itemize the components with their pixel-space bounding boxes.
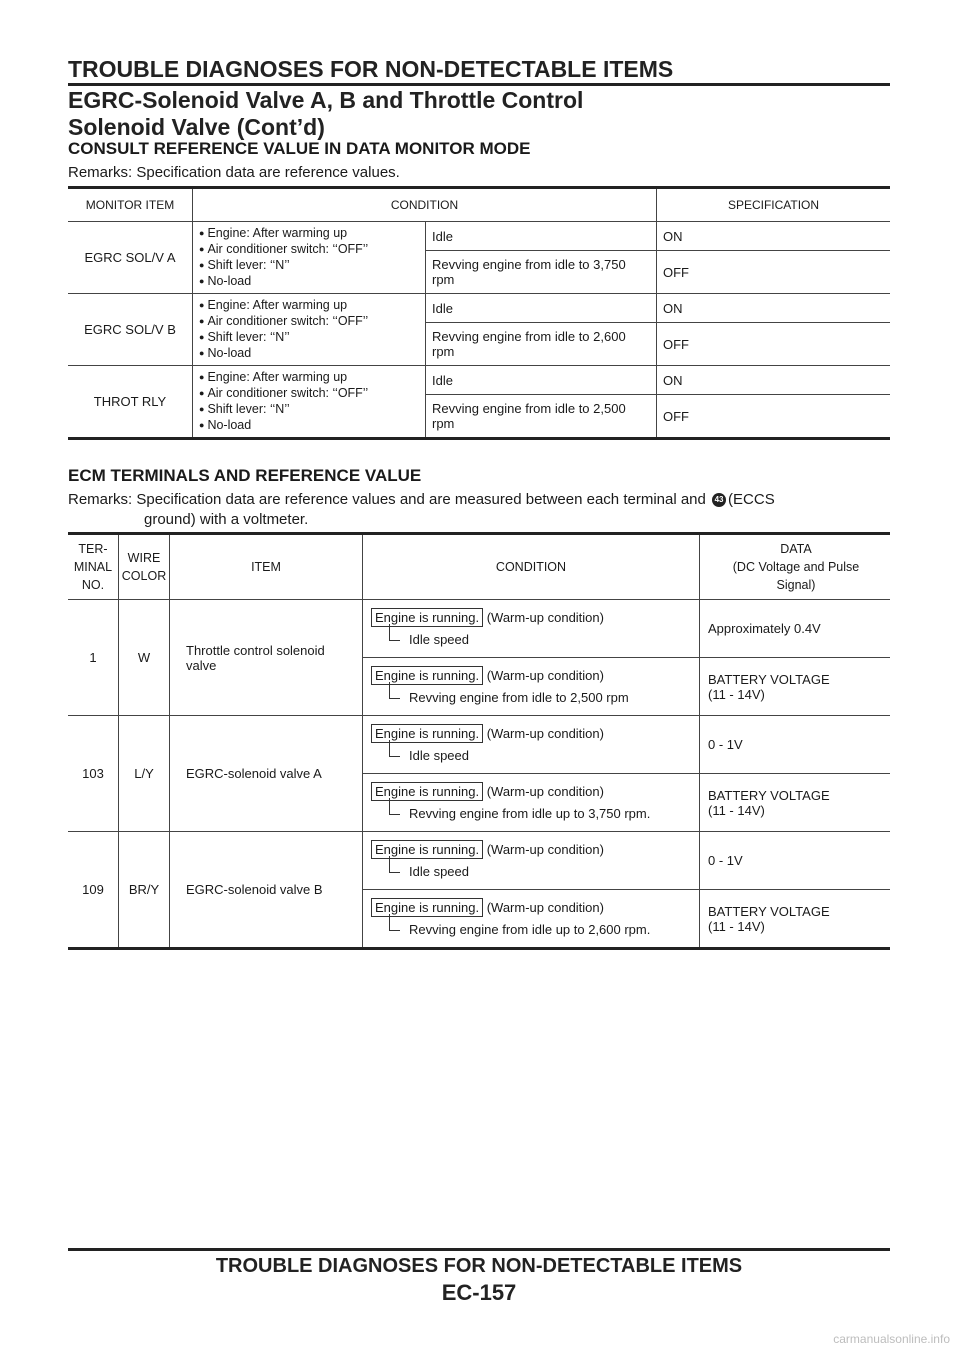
- monitor-item: EGRC SOL/V B: [68, 294, 193, 366]
- condition-bullet: ● Engine: After warming up: [199, 370, 419, 386]
- ecm-section-title: ECM TERMINALS AND REFERENCE VALUE: [68, 466, 422, 485]
- engine-running-box: Engine is running.: [371, 608, 483, 627]
- data-value: [700, 658, 891, 716]
- condition-line: [371, 840, 691, 860]
- ecm-remarks-eccs: (ECCS: [728, 491, 775, 508]
- condition-sub: Revving engine from idle up to 3,750 rpm.: [371, 804, 691, 824]
- sub-condition: Idle: [426, 366, 657, 395]
- footer-rule: [68, 1248, 890, 1251]
- condition-line: [371, 782, 691, 802]
- specification-value: OFF: [657, 251, 891, 294]
- data-value: [700, 774, 891, 832]
- table-row: [68, 716, 890, 774]
- wire-color: W: [119, 600, 170, 716]
- condition-cell: [363, 890, 700, 949]
- condition-bullet: ● Air conditioner switch: ‘‘OFF’’: [199, 242, 419, 258]
- sub-condition: Idle: [426, 294, 657, 323]
- header-line: MINAL: [73, 560, 113, 574]
- specification-value: ON: [657, 366, 891, 395]
- condition-sub: Idle speed: [371, 862, 691, 882]
- ecm-remarks-line2: ground) with a voltmeter.: [144, 511, 309, 528]
- header-subtitle-line2: Solenoid Valve (Cont’d): [68, 114, 325, 140]
- data-line: BATTERY VOLTAGE: [708, 787, 830, 803]
- header-line: DATA: [780, 542, 812, 556]
- header-title: TROUBLE DIAGNOSES FOR NON-DETECTABLE ITEMS: [68, 56, 674, 82]
- header-terminal-no: [68, 534, 119, 600]
- condition-sub: Idle speed: [371, 746, 691, 766]
- header-rule: [68, 83, 890, 86]
- item-name: [170, 716, 363, 832]
- warmup-text: (Warm-up condition): [486, 609, 604, 625]
- condition-bullet: ● No-load: [199, 418, 419, 434]
- header-specification: SPECIFICATION: [657, 188, 891, 222]
- consult-remarks: Remarks: Specification data are reference values.: [68, 164, 400, 181]
- header-item: ITEM: [170, 534, 363, 600]
- data-line: (11 - 14V): [708, 918, 765, 934]
- condition-cell: [363, 600, 700, 658]
- header-line: WIRE: [127, 551, 161, 565]
- item-name: [170, 600, 363, 716]
- wire-color: BR/Y: [119, 832, 170, 949]
- condition-bullet: ● Shift lever: ‘‘N’’: [199, 402, 419, 418]
- header-data: [700, 534, 891, 600]
- header-condition: CONDITION: [193, 188, 657, 222]
- header-line: NO.: [81, 578, 105, 592]
- data-value: Approximately 0.4V: [700, 600, 891, 658]
- sub-condition: Revving engine from idle to 2,500 rpm: [426, 395, 657, 439]
- warmup-text: (Warm-up condition): [486, 783, 604, 799]
- ecm-terminals-table: [68, 532, 890, 950]
- data-value: [700, 890, 891, 949]
- terminal-number: 1: [68, 600, 119, 716]
- condition-sub: Revving engine from idle to 2,500 rpm: [371, 688, 691, 708]
- condition-bullet: ● Shift lever: ‘‘N’’: [199, 330, 419, 346]
- header-monitor-item: MONITOR ITEM: [68, 188, 193, 222]
- data-line: BATTERY VOLTAGE: [708, 903, 830, 919]
- engine-running-box: Engine is running.: [371, 782, 483, 801]
- item-line: EGRC-solenoid valve A: [186, 766, 322, 781]
- condition-cell: [363, 658, 700, 716]
- data-value: 0 - 1V: [700, 716, 891, 774]
- watermark: carmanualsonline.info: [833, 1332, 950, 1346]
- warmup-text: (Warm-up condition): [486, 899, 604, 915]
- table-row: [68, 832, 890, 890]
- data-line: (11 - 14V): [708, 686, 765, 702]
- condition-list: [193, 222, 426, 294]
- item-line: valve: [186, 657, 217, 673]
- specification-value: OFF: [657, 395, 891, 439]
- engine-running-box: Engine is running.: [371, 840, 483, 859]
- data-line: (11 - 14V): [708, 802, 765, 818]
- header-wire-color: [119, 534, 170, 600]
- header-subtitle: [68, 87, 890, 141]
- warmup-text: (Warm-up condition): [486, 667, 604, 683]
- header-line: COLOR: [121, 569, 167, 583]
- condition-line: [371, 608, 691, 628]
- header-line: Signal): [776, 578, 816, 592]
- header-subtitle-line1: EGRC-Solenoid Valve A, B and Throttle Control: [68, 87, 584, 113]
- wire-color: L/Y: [119, 716, 170, 832]
- condition-bullet: ● Engine: After warming up: [199, 226, 419, 242]
- data-value: 0 - 1V: [700, 832, 891, 890]
- condition-cell: [363, 716, 700, 774]
- monitor-item: THROT RLY: [68, 366, 193, 439]
- item-line: EGRC-solenoid valve B: [186, 882, 323, 897]
- specification-value: ON: [657, 222, 891, 251]
- header-line: (DC Voltage and Pulse: [732, 560, 860, 574]
- condition-bullet: ● No-load: [199, 346, 419, 362]
- warmup-text: (Warm-up condition): [486, 841, 604, 857]
- item-line: Throttle control solenoid: [186, 642, 325, 658]
- condition-bullet: ● No-load: [199, 274, 419, 290]
- condition-bullet: ● Air conditioner switch: ‘‘OFF’’: [199, 314, 419, 330]
- page-number: EC-157: [441, 1280, 517, 1305]
- specification-value: OFF: [657, 323, 891, 366]
- ecm-remarks: [68, 490, 775, 530]
- header-condition: CONDITION: [363, 534, 700, 600]
- consult-section-title: CONSULT REFERENCE VALUE IN DATA MONITOR MODE: [68, 139, 531, 158]
- condition-bullet: ● Shift lever: ‘‘N’’: [199, 258, 419, 274]
- terminal-number: 103: [68, 716, 119, 832]
- condition-line: [371, 666, 691, 686]
- ground-terminal-ref-icon: 43: [712, 493, 726, 507]
- table-row: [68, 366, 890, 395]
- header-line: TER-: [78, 542, 108, 556]
- sub-condition: Idle: [426, 222, 657, 251]
- condition-list: [193, 366, 426, 439]
- monitor-item: EGRC SOL/V A: [68, 222, 193, 294]
- table-row: [68, 294, 890, 323]
- condition-line: [371, 724, 691, 744]
- terminal-number: 109: [68, 832, 119, 949]
- condition-line: [371, 898, 691, 918]
- specification-value: ON: [657, 294, 891, 323]
- item-name: [170, 832, 363, 949]
- consult-reference-table: [68, 186, 890, 440]
- table-row: [68, 600, 890, 658]
- condition-cell: [363, 774, 700, 832]
- engine-running-box: Engine is running.: [371, 666, 483, 685]
- condition-bullet: ● Engine: After warming up: [199, 298, 419, 314]
- condition-sub: Idle speed: [371, 630, 691, 650]
- engine-running-box: Engine is running.: [371, 724, 483, 743]
- table-header-row: [68, 188, 890, 222]
- data-line: BATTERY VOLTAGE: [708, 671, 830, 687]
- page-header: [68, 56, 890, 141]
- footer-section-title: TROUBLE DIAGNOSES FOR NON-DETECTABLE ITEMS: [215, 1255, 743, 1277]
- page-footer: [68, 1248, 890, 1306]
- sub-condition: Revving engine from idle to 3,750 rpm: [426, 251, 657, 294]
- condition-list: [193, 294, 426, 366]
- ecm-remarks-text: Remarks: Specification data are reference values and are measured between each terminal and: [68, 491, 706, 508]
- condition-cell: [363, 832, 700, 890]
- table-row: [68, 222, 890, 251]
- engine-running-box: Engine is running.: [371, 898, 483, 917]
- table-header-row: [68, 534, 890, 600]
- condition-sub: Revving engine from idle up to 2,600 rpm.: [371, 920, 691, 940]
- warmup-text: (Warm-up condition): [486, 725, 604, 741]
- condition-bullet: ● Air conditioner switch: ‘‘OFF’’: [199, 386, 419, 402]
- sub-condition: Revving engine from idle to 2,600 rpm: [426, 323, 657, 366]
